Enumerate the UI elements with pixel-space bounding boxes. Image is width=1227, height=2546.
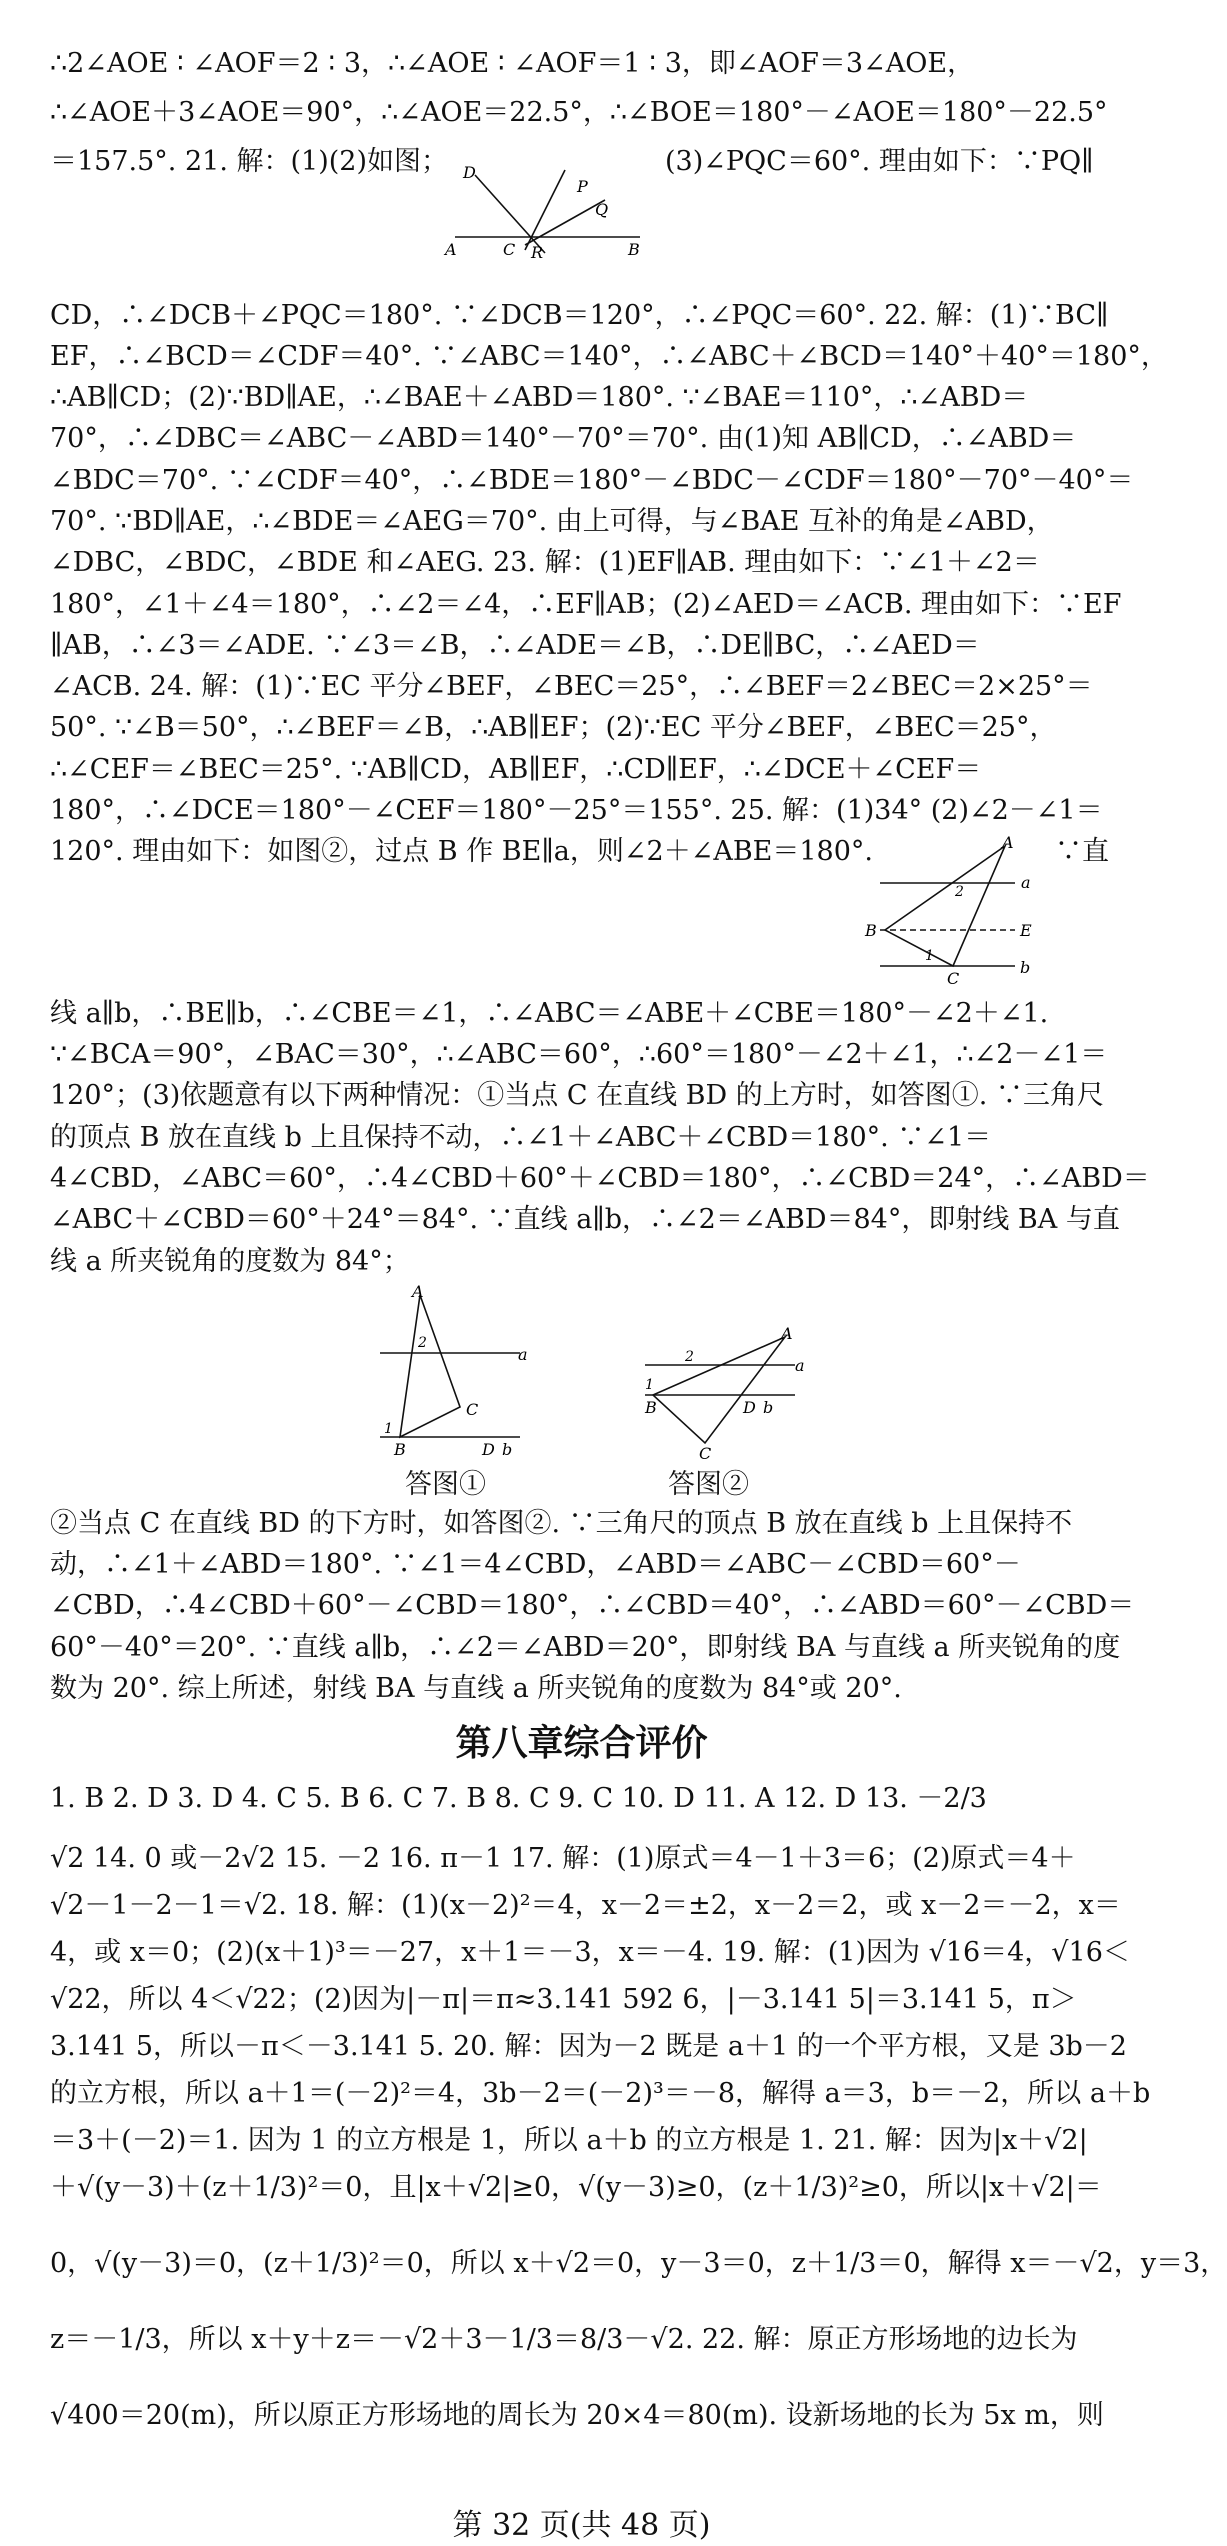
text-line: √2－1－2－1＝√2. 18. 解：(1)(x－2)²＝4，x－2＝±2，x－2＝2，或 x－2＝－2，x＝ [50, 1890, 1121, 1921]
fig-label: a [518, 1345, 528, 1364]
figure-q25 [865, 833, 1045, 993]
fig-label: B [394, 1440, 406, 1459]
fig-label: 1 [645, 1377, 654, 1393]
fig-label: P [577, 177, 588, 196]
text-line: 60°－40°＝20°. ∵直线 a∥b，∴∠2＝∠ABD＝20°，即射线 BA 与直线 a 所夹锐角的度 [50, 1632, 1121, 1663]
page-footer: 第 32 页(共 48 页) [452, 2508, 711, 2543]
text-line: 3.141 5，所以－π＜－3.141 5. 20. 解：因为－2 既是 a＋1 的一个平方根，又是 3b－2 [50, 2031, 1127, 2062]
fig-label: 2 [685, 1349, 694, 1365]
text-line: 的立方根，所以 a＋1＝(－2)²＝4，3b－2＝(－2)³＝－8，解得 a＝3，b＝－2，所以 a＋b [50, 2078, 1151, 2109]
fig-label: A [412, 1282, 424, 1301]
text-line: 180°，∴∠DCE＝180°－∠CEF＝180°－25°＝155°. 25. 解：(1)34° (2)∠2－∠1＝ [50, 795, 1103, 826]
fig-label: 2 [418, 1335, 427, 1351]
text-line: ＝3＋(－2)＝1. 因为 1 的立方根是 1，所以 a＋b 的立方根是 1. 21. 解：因为|x＋√2| [50, 2125, 1088, 2156]
text-line: ∴∠AOE＋3∠AOE＝90°，∴∠AOE＝22.5°，∴∠BOE＝180°－∠AOE＝180°－22.5° [50, 97, 1108, 128]
text-line: ∥AB，∴∠3＝∠ADE. ∵∠3＝∠B，∴∠ADE＝∠B，∴DE∥BC，∴∠AED＝ [50, 630, 980, 661]
fig-label: 2 [955, 884, 964, 900]
text-line: ＝157.5°. 21. 解：(1)(2)如图； [50, 146, 448, 177]
text-line: (3)∠PQC＝60°. 理由如下：∵PQ∥ [665, 146, 1094, 177]
text-line: 120°；(3)依题意有以下两种情况：①当点 C 在直线 BD 的上方时，如答图①. ∵三角尺 [50, 1080, 1104, 1111]
text-line: 50°. ∵∠B＝50°，∴∠BEF＝∠B，∴AB∥EF；(2)∵EC 平分∠BEF，∠BEC＝25°， [50, 712, 1057, 743]
fig-label: b [763, 1398, 774, 1417]
text-line: 4，或 x＝0；(2)(x＋1)³＝－27，x＋1＝－3，x＝－4. 19. 解：(1)因为 √16＝4，√16＜ [50, 1937, 1130, 1968]
fig-label: A [1002, 833, 1014, 852]
text-line: ∴AB∥CD；(2)∵BD∥AE，∴∠BAE＋∠ABD＝180°. ∵∠BAE＝110°，∴∠ABD＝ [50, 382, 1029, 413]
text-line: √400＝20(m)，所以原正方形场地的周长为 20×4＝80(m). 设新场地的长为 5x m，则 [50, 2400, 1104, 2431]
fig-label: a [1021, 873, 1031, 892]
chapter-title: 第八章综合评价 [455, 1723, 708, 1764]
text-line: 的顶点 B 放在直线 b 上且保持不动，∴∠1＋∠ABC＋∠CBD＝180°. ∵∠1＝ [50, 1122, 992, 1153]
text-line: 70°，∴∠DBC＝∠ABC－∠ABD＝140°－70°＝70°. 由(1)知 AB∥CD，∴∠ABD＝ [50, 423, 1077, 454]
text-line: 1. B 2. D 3. D 4. C 5. B 6. C 7. B 8. C 9. C 10. D 11. A 12. D 13. －2/3 [50, 1783, 987, 1814]
figure-caption: 答图② [668, 1469, 749, 1500]
text-line: ∵∠BCA＝90°，∠BAC＝30°，∴∠ABC＝60°，∴60°＝180°－∠2＋∠1，∴∠2－∠1＝ [50, 1039, 1108, 1070]
figure-caption: 答图① [405, 1469, 486, 1500]
text-line: ∴∠CEF＝∠BEC＝25°. ∵AB∥CD，AB∥EF，∴CD∥EF，∴∠DCE＋∠CEF＝ [50, 754, 982, 785]
fig-label: B [645, 1398, 657, 1417]
fig-label: A [781, 1324, 793, 1343]
fig-label: D [743, 1398, 756, 1417]
fig-label: C [503, 240, 516, 259]
text-line: ＋√(y－3)＋(z＋1/3)²＝0，且|x＋√2|≥0，√(y－3)≥0，(z＋1/3)²≥0，所以|x＋√2|＝ [50, 2172, 1102, 2203]
fig-label: C [699, 1444, 712, 1463]
fig-label: D [463, 163, 476, 182]
text-line: z＝－1/3，所以 x＋y＋z＝－√2＋3－1/3＝8/3－√2. 22. 解：原正方形场地的边长为 [50, 2324, 1078, 2355]
fig-label: b [502, 1440, 513, 1459]
text-line: ∴2∠AOE ∶ ∠AOF＝2 ∶ 3，∴∠AOE ∶ ∠AOF＝1 ∶ 3，即∠AOF＝3∠AOE， [50, 48, 975, 79]
fig-label: C [466, 1400, 479, 1419]
fig-label: B [865, 921, 877, 940]
text-line: 线 a 所夹锐角的度数为 84°； [50, 1246, 410, 1277]
text-line: EF，∴∠BCD＝∠CDF＝40°. ∵∠ABC＝140°，∴∠ABC＋∠BCD＝140°＋40°＝180°， [50, 341, 1168, 372]
figure-q21 [445, 165, 645, 260]
text-line: ∠DBC，∠BDC，∠BDE 和∠AEG. 23. 解：(1)EF∥AB. 理由如下：∵∠1＋∠2＝ [50, 547, 1040, 578]
text-line: ∠ABC＋∠CBD＝60°＋24°＝84°. ∵直线 a∥b，∴∠2＝∠ABD＝84°，即射线 BA 与直 [50, 1204, 1120, 1235]
fig-label: C [947, 969, 960, 988]
fig-label: A [445, 240, 457, 259]
fig-label: b [1020, 958, 1031, 977]
text-line: 动，∴∠1＋∠ABD＝180°. ∵∠1＝4∠CBD，∠ABD＝∠ABC－∠CBD＝60°－ [50, 1549, 1021, 1580]
text-line: ∵直 [1055, 836, 1109, 867]
text-line: CD，∴∠DCB＋∠PQC＝180°. ∵∠DCB＝120°，∴∠PQC＝60°. 22. 解：(1)∵BC∥ [50, 300, 1109, 331]
text-line: √22，所以 4＜√22；(2)因为|－π|＝π≈3.141 592 6，|－3.141 5|＝3.141 5，π＞ [50, 1984, 1077, 2015]
fig-label: a [795, 1356, 805, 1375]
text-line: 70°. ∵BD∥AE，∴∠BDE＝∠AEG＝70°. 由上可得，与∠BAE 互补的角是∠ABD， [50, 506, 1054, 537]
fig-label: 1 [384, 1421, 393, 1437]
answer-figure-2 [635, 1324, 805, 1463]
fig-label: B [628, 240, 640, 259]
text-line: 线 a∥b，∴BE∥b，∴∠CBE＝∠1，∴∠ABC＝∠ABE＋∠CBE＝180°－∠2＋∠1. [50, 998, 1049, 1029]
text-line: 4∠CBD，∠ABC＝60°，∴4∠CBD＋60°＋∠CBD＝180°，∴∠CBD＝24°，∴∠ABD＝ [50, 1163, 1150, 1194]
fig-label: Q [595, 200, 609, 219]
text-line: ∠CBD，∴4∠CBD＋60°－∠CBD＝180°，∴∠CBD＝40°，∴∠ABD＝60°－∠CBD＝ [50, 1590, 1135, 1621]
text-line: 120°. 理由如下：如图②，过点 B 作 BE∥a，则∠2＋∠ABE＝180°. [50, 836, 873, 867]
fig-label: E [1020, 921, 1032, 940]
text-line: √2 14. 0 或－2√2 15. －2 16. π－1 17. 解：(1)原式＝4－1＋3＝6；(2)原式＝4＋ [50, 1843, 1076, 1874]
answer-figure-1 [370, 1282, 530, 1460]
text-line: 180°，∠1＋∠4＝180°，∴∠2＝∠4，∴EF∥AB；(2)∠AED＝∠ACB. 理由如下：∵EF [50, 589, 1122, 620]
text-line: 数为 20°. 综上所述，射线 BA 与直线 a 所夹锐角的度数为 84°或 20°. [50, 1673, 902, 1704]
text-line: ∠BDC＝70°. ∵∠CDF＝40°，∴∠BDE＝180°－∠BDC－∠CDF＝180°－70°－40°＝ [50, 465, 1134, 496]
text-line: 0，√(y－3)＝0，(z＋1/3)²＝0，所以 x＋√2＝0，y－3＝0，z＋1/3＝0，解得 x＝－√2，y＝3， [50, 2248, 1227, 2279]
text-line: ②当点 C 在直线 BD 的下方时，如答图②. ∵三角尺的顶点 B 放在直线 b 上且保持不 [50, 1508, 1073, 1539]
text-line: ∠ACB. 24. 解：(1)∵EC 平分∠BEF，∠BEC＝25°，∴∠BEF＝2∠BEC＝2×25°＝ [50, 671, 1093, 702]
fig-label: D [482, 1440, 495, 1459]
fig-label: R [531, 243, 544, 262]
fig-label: 1 [925, 948, 934, 964]
